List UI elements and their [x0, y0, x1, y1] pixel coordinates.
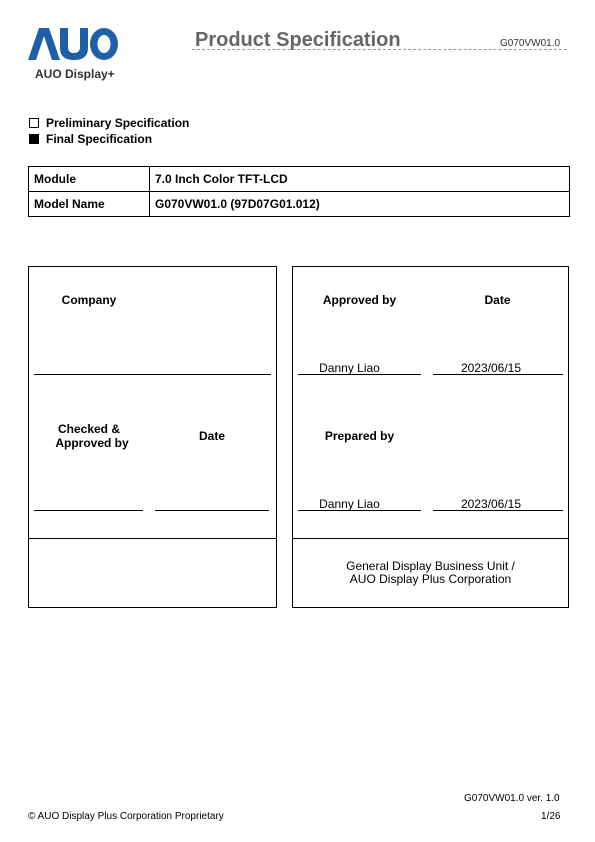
- table-row: [29, 167, 570, 192]
- approved-date-line: [433, 374, 563, 375]
- checked-box-icon: [29, 134, 39, 144]
- approved-by-name: Danny Liao: [319, 361, 380, 375]
- doc-code-header: G070VW01.0: [500, 38, 561, 49]
- logo-subtitle: AUO Display+: [35, 67, 115, 81]
- table-row: [29, 192, 570, 217]
- footer-copyright: © AUO Display Plus Corporation Proprietary: [28, 811, 224, 822]
- model-name-value: G070VW01.0 (97D07G01.012): [150, 192, 570, 217]
- auo-logo-mark: [28, 27, 120, 61]
- org-line-2: AUO Display Plus Corporation: [349, 572, 512, 586]
- unchecked-box-icon: [29, 118, 39, 128]
- footer-version: G070VW01.0 ver. 1.0: [464, 793, 560, 804]
- page-title: Product Specification: [195, 29, 401, 51]
- final-spec-label: Final Specification: [46, 132, 153, 146]
- company-label: Company: [61, 293, 117, 307]
- customer-date-label: Date: [198, 429, 225, 443]
- module-value: 7.0 Inch Color TFT-LCD: [150, 167, 570, 192]
- customer-date-line: [155, 510, 269, 511]
- model-name-key: Model Name: [29, 192, 150, 217]
- module-table: [28, 166, 570, 217]
- footer-page-number: 1/26: [541, 811, 561, 822]
- preliminary-spec-label: Preliminary Specification: [46, 116, 190, 130]
- prepared-date-value: 2023/06/15: [460, 497, 522, 511]
- checked-approved-label-2: Approved by: [55, 436, 129, 450]
- final-spec-option: [29, 132, 152, 146]
- company-signature-line: [34, 374, 271, 375]
- prepared-by-name: Danny Liao: [319, 497, 380, 511]
- auo-logo: [28, 27, 120, 83]
- prepared-date-line: [433, 510, 563, 511]
- checked-approved-label-1: Checked &: [57, 422, 121, 436]
- approved-by-label: Approved by: [322, 293, 397, 307]
- checked-signature-line: [34, 510, 143, 511]
- prepared-by-label: Prepared by: [324, 429, 395, 443]
- customer-box-divider: [28, 538, 277, 539]
- approved-date-value: 2023/06/15: [460, 361, 522, 375]
- auo-box-divider: [292, 538, 569, 539]
- org-line-1: General Display Business Unit /: [346, 559, 515, 573]
- header-divider: [192, 49, 567, 50]
- approved-signature-line: [298, 374, 421, 375]
- prepared-signature-line: [298, 510, 421, 511]
- approved-date-label: Date: [484, 293, 511, 307]
- preliminary-spec-option: [29, 116, 189, 130]
- module-key: Module: [29, 167, 150, 192]
